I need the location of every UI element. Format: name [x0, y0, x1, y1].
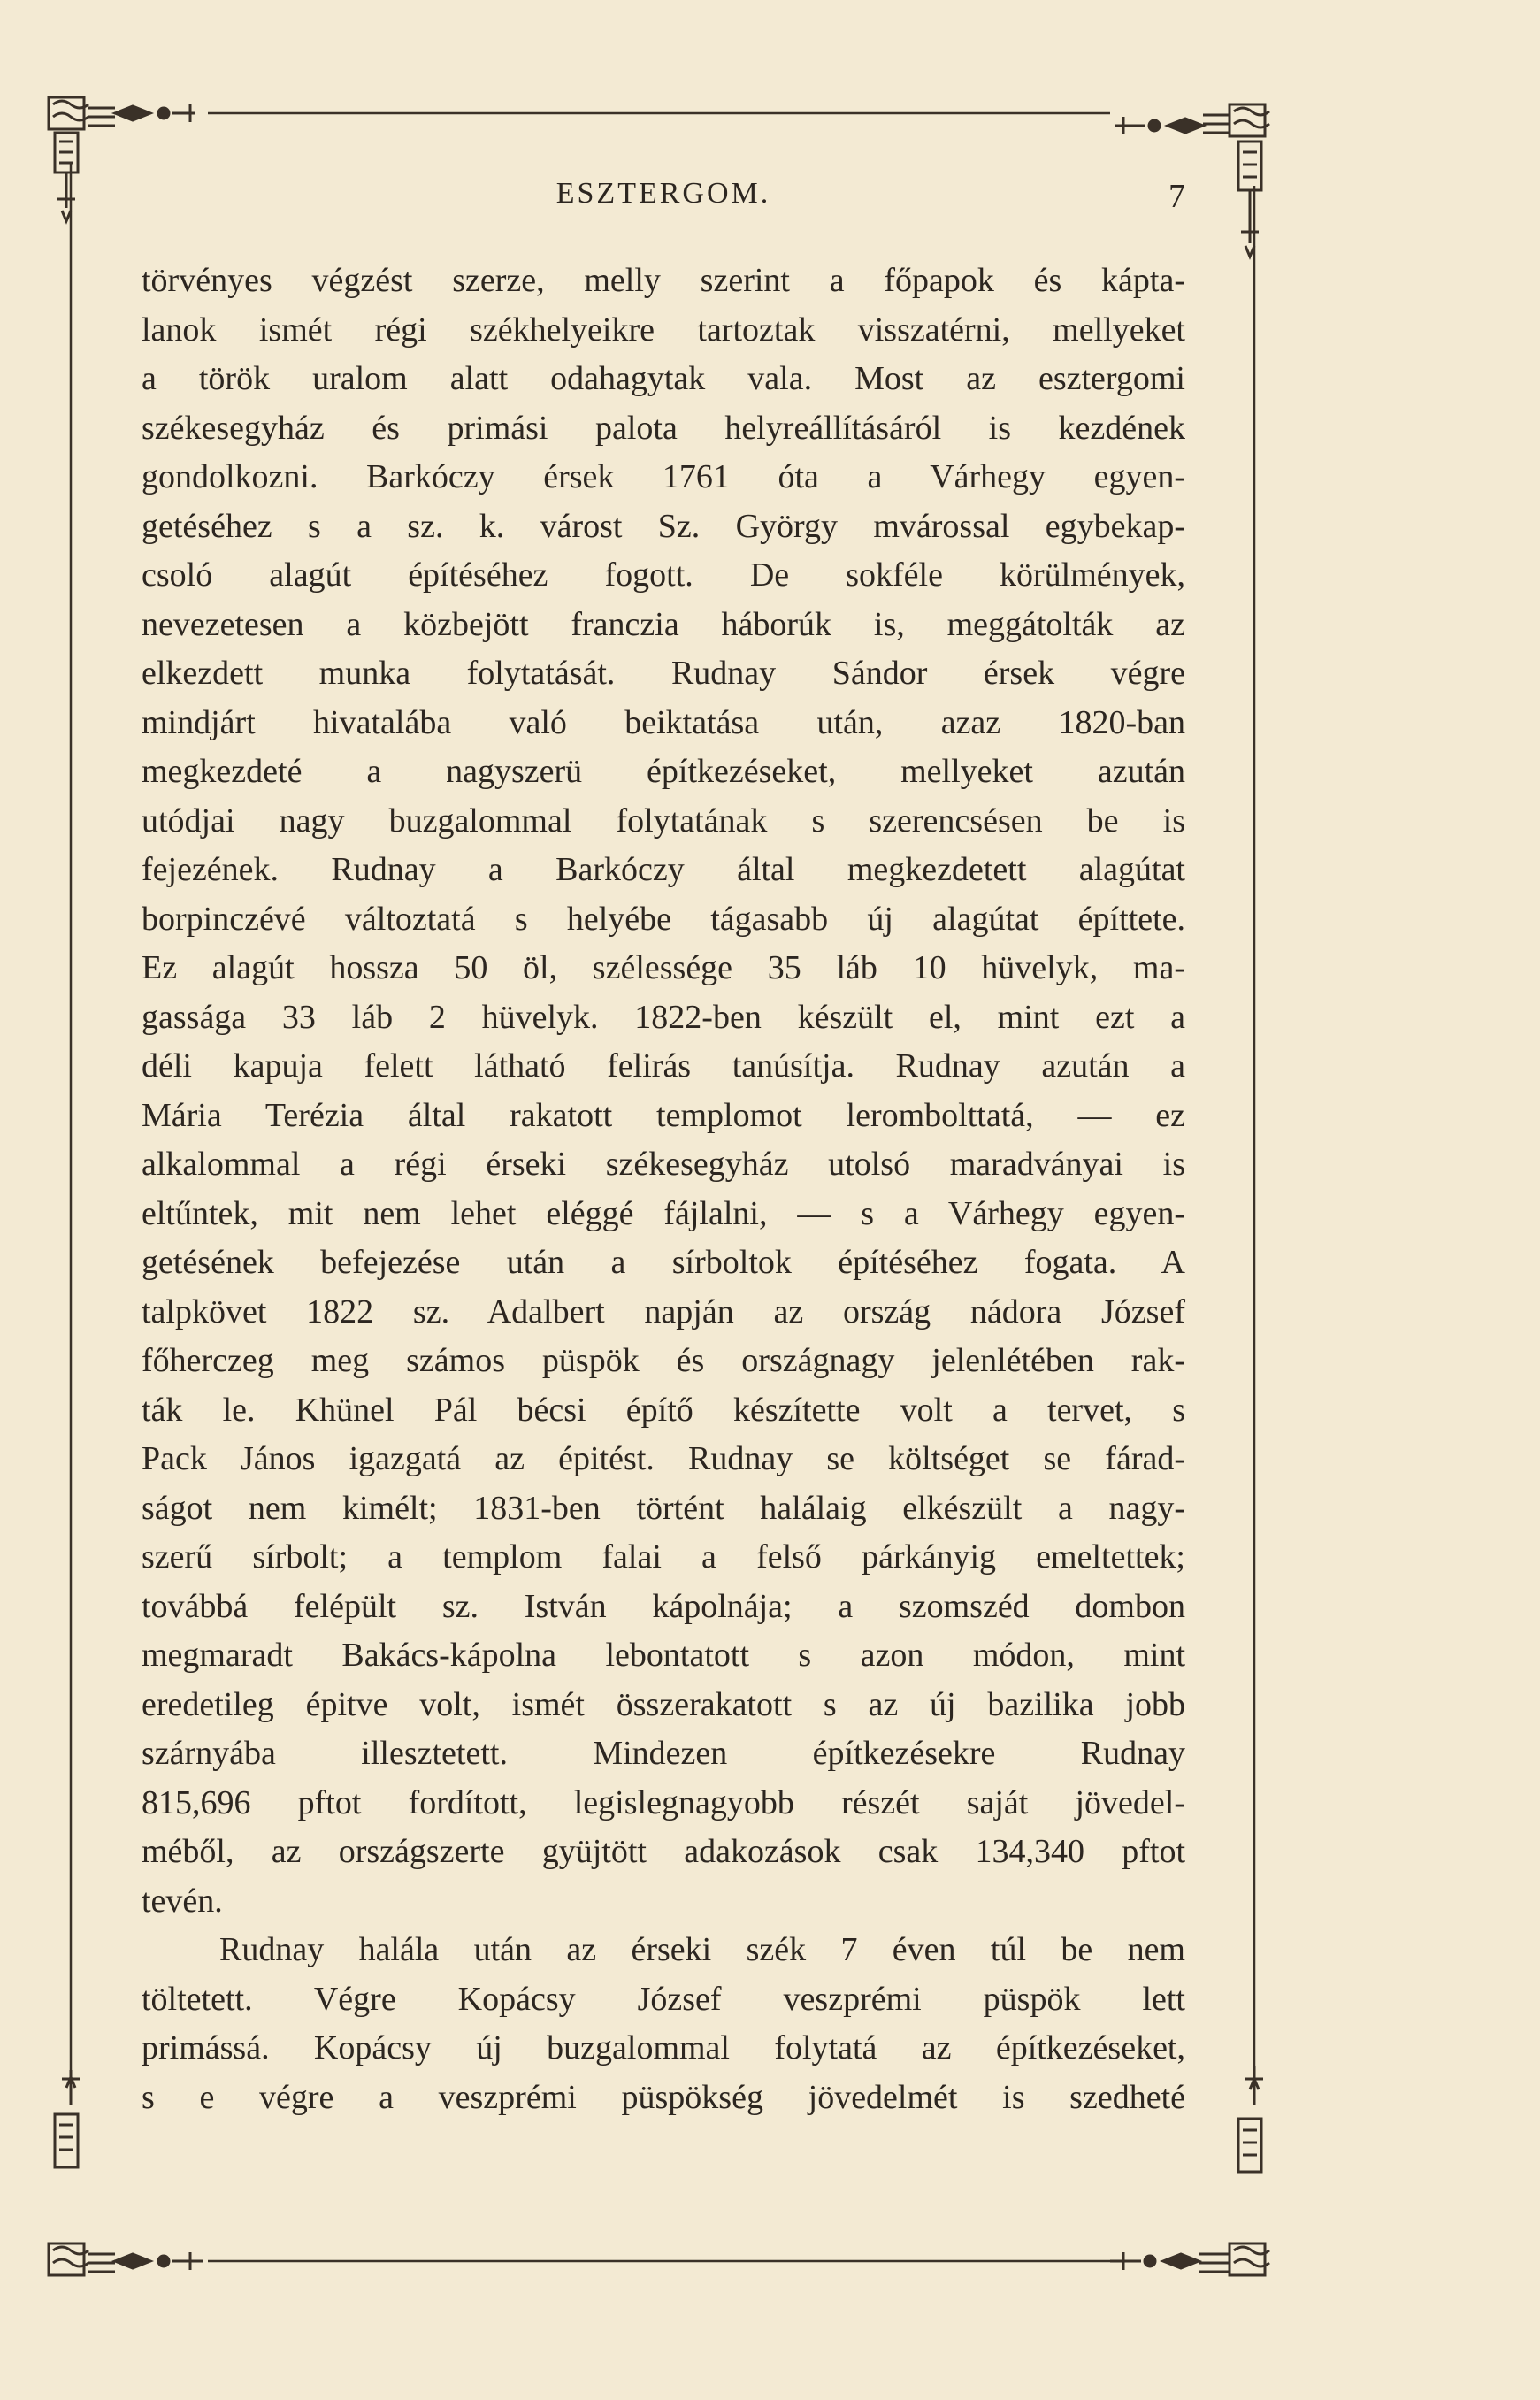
- text-line: a török uralom alatt odahagytak vala. Most az esztergomi: [142, 360, 1185, 397]
- text-line: 815,696 pftot fordított, legislegnagyobb részét saját jövedel-: [142, 1783, 1185, 1821]
- body-text: [142, 257, 1185, 2122]
- text-line: fejezének. Rudnay a Barkóczy által megkezdetett alagútat: [142, 851, 1185, 888]
- text-line: getéséhez s a sz. k. várost Sz. György mvárossal egybekap-: [142, 507, 1185, 545]
- text-line: Rudnay halála után az érseki szék 7 éven túl be nem: [219, 1931, 1185, 1968]
- paragraph-2: [142, 1926, 1185, 2122]
- text-line: getésének befejezése után a sírboltok építéséhez fogata. A: [142, 1244, 1185, 1281]
- text-line: tevén.: [142, 1882, 223, 1920]
- header-title: ESZTERGOM.: [555, 177, 771, 210]
- text-line: Ez alagút hossza 50 öl, szélessége 35 láb 10 hüvelyk, ma-: [142, 949, 1185, 986]
- text-line: alkalommal a régi érseki székesegyház utolsó maradványai is: [142, 1146, 1185, 1183]
- text-line: gondolkozni. Barkóczy érsek 1761 óta a Várhegy egyen-: [142, 458, 1185, 495]
- text-line: megkezdeté a nagyszerü építkezéseket, mellyeket azután: [142, 753, 1185, 790]
- text-line: ták le. Khünel Pál bécsi építő készítette volt a tervet, s: [142, 1391, 1185, 1429]
- text-line: ságot nem kimélt; 1831-ben történt halálaig elkészült a nagy-: [142, 1489, 1185, 1527]
- text-line: szerű sírbolt; a templom falai a felső párkányig emeltettek;: [142, 1538, 1185, 1576]
- text-line: gassága 33 láb 2 hüvelyk. 1822-ben készült el, mint ezt a: [142, 998, 1185, 1036]
- text-line: szárnyába illesztetett. Mindezen építkezésekre Rudnay: [142, 1735, 1185, 1772]
- text-line: méből, az országszerte gyüjtött adakozások csak 134,340 pftot: [142, 1833, 1185, 1870]
- text-line: továbbá felépült sz. István kápolnája; a szomszéd dombon: [142, 1587, 1185, 1625]
- paragraph-1: [142, 257, 1185, 1926]
- text-line: utódjai nagy buzgalommal folytatának s szerencsésen be is: [142, 801, 1185, 840]
- text-line: székesegyház és primási palota helyreállításáról is kezdének: [142, 409, 1185, 447]
- page-number: 7: [1168, 178, 1185, 215]
- text-line: s e végre a veszprémi püspökség jövedelmét is szedheté: [142, 2078, 1185, 2116]
- text-line: csoló alagút építéséhez fogott. De sokféle körülmények,: [142, 556, 1185, 594]
- text-line: Mária Terézia által rakatott templomot lerombolttatá, — ez: [142, 1096, 1185, 1134]
- text-line: törvényes végzést szerze, melly szerint a főpapok és kápta-: [142, 262, 1185, 299]
- text-line: borpinczévé változtatá s helyébe tágasabb új alagútat építtete.: [142, 900, 1185, 938]
- text-line: déli kapuja felett látható felirás tanúsítja. Rudnay azután a: [142, 1047, 1185, 1085]
- text-line: elkezdett munka folytatását. Rudnay Sándor érsek végre: [142, 655, 1185, 692]
- text-line: főherczeg meg számos püspök és országnagy jelenlétében rak-: [142, 1342, 1185, 1379]
- text-line: nevezetesen a közbejött franczia háborúk is, meggátolták az: [142, 605, 1185, 643]
- text-line: eredetileg épitve volt, ismét összerakatott s az új bazilika jobb: [142, 1685, 1185, 1723]
- text-line: lanok ismét régi székhelyeikre tartoztak visszatérni, mellyeket: [142, 311, 1185, 349]
- text-line: megmaradt Bakács-kápolna lebontatott s azon módon, mint: [142, 1637, 1185, 1674]
- text-line: mindjárt hivatalába való beiktatása után, azaz 1820-ban: [142, 703, 1185, 741]
- text-line: Pack János igazgatá az épitést. Rudnay se költséget se fárad-: [142, 1440, 1185, 1477]
- text-line: talpkövet 1822 sz. Adalbert napján az ország nádora József: [142, 1292, 1185, 1330]
- text-line: töltetett. Végre Kopácsy József veszprémi püspök lett: [142, 1980, 1185, 2018]
- text-line: eltűntek, mit nem lehet eléggé fájlalni, — s a Várhegy egyen-: [142, 1194, 1185, 1232]
- text-line: primássá. Kopácsy új buzgalommal folytatá az építkezéseket,: [142, 2029, 1185, 2066]
- running-header: [142, 177, 1185, 230]
